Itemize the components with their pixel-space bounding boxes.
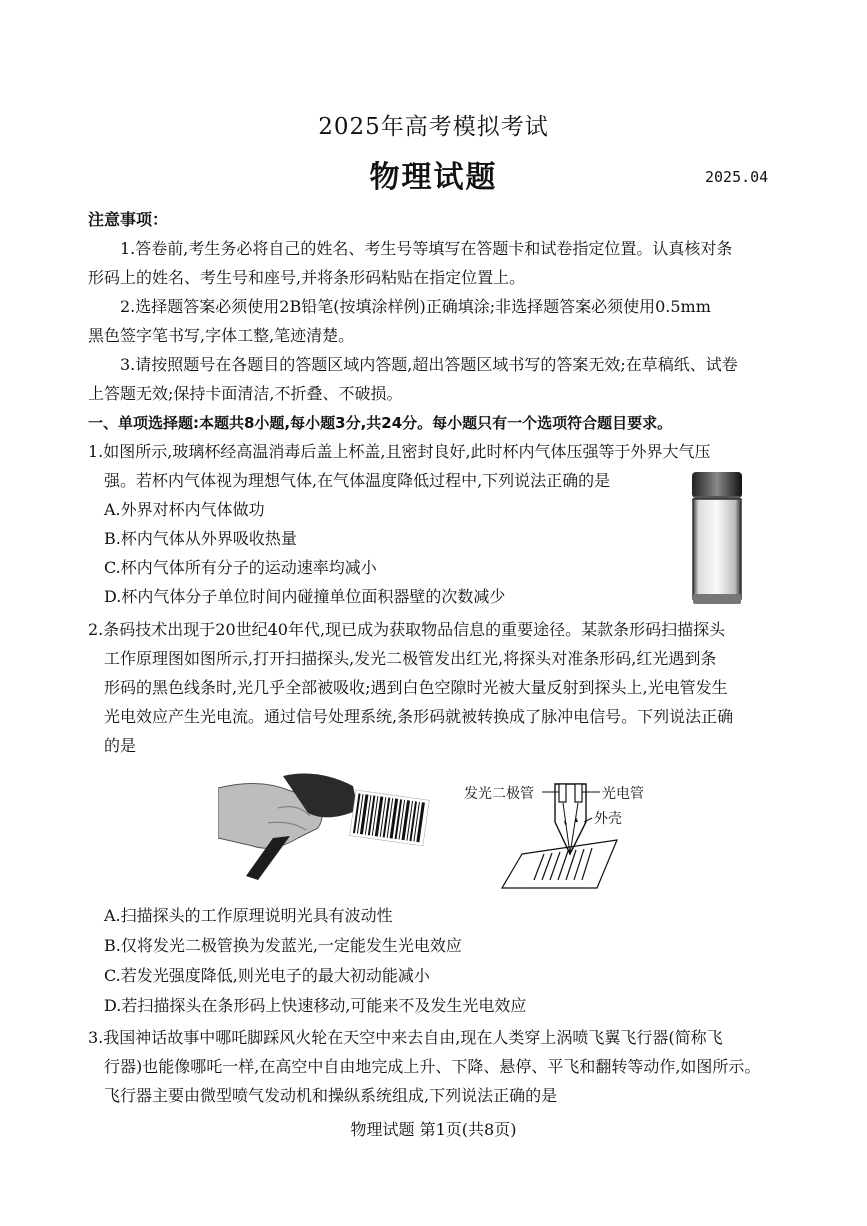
notice-item-1-line-2: 形码上的姓名、考生号和座号,并将条形码粘贴在指定位置上。 <box>88 268 526 287</box>
q2-stem-line-3: 形码的黑色线条时,光几乎全部被吸收;遇到白色空隙时光被大量反射到探头上,光电管发生 <box>104 678 728 697</box>
led-label: 发光二极管 <box>464 786 534 802</box>
glass-cup-figure <box>688 470 746 608</box>
notice-item-2-line-1: 2.选择题答案必须使用2B铅笔(按填涂样例)正确填涂;非选择题答案必须使用0.5mm <box>120 297 711 316</box>
q1-stem-line-1: 1.如图所示,玻璃杯经高温消毒后盖上杯盖,且密封良好,此时杯内气体压强等于外界大气压 <box>88 442 711 461</box>
subject-title: 物理试题 <box>369 160 498 195</box>
notice-item-3-line-1: 3.请按照题号在各题目的答题区域内答题,超出答题区域书写的答案无效;在草稿纸、试卷 <box>120 355 738 374</box>
q2-option-c: C.若发光强度降低,则光电子的最大初动能减小 <box>104 966 430 985</box>
q1-option-a: A.外界对杯内气体做功 <box>104 500 265 519</box>
exam-date: 2025.04 <box>705 168 769 186</box>
notice-item-3-line-2: 上答题无效;保持卡面清洁,不折叠、不破损。 <box>88 384 403 403</box>
q1-option-b: B.杯内气体从外界吸收热量 <box>104 529 297 548</box>
q2-stem-line-2: 工作原理图如图所示,打开扫描探头,发光二极管发出红光,将探头对准条形码,红光遇到条 <box>104 649 717 668</box>
notice-item-2-line-2: 黑色签字笔书写,字体工整,笔迹清楚。 <box>88 326 355 345</box>
section-1-heading: 一、单项选择题:本题共8小题,每小题3分,共24分。每小题只有一个选项符合题目要求。 <box>88 414 673 432</box>
q3-stem-line-1: 3.我国神话故事中哪吒脚踩风火轮在天空中来去自由,现在人类穿上涡喷飞翼飞行器(简称飞 <box>88 1028 723 1047</box>
q3-stem-line-2: 行器)也能像哪吒一样,在高空中自由地完成上升、下降、悬停、平飞和翻转等动作,如图所示。 <box>104 1057 761 1076</box>
barcode-scanner-photo <box>218 768 438 883</box>
q2-option-a: A.扫描探头的工作原理说明光具有波动性 <box>104 906 393 925</box>
q2-option-b: B.仅将发光二极管换为发蓝光,一定能发生光电效应 <box>104 936 462 955</box>
notice-item-1-line-1: 1.答卷前,考生务必将自己的姓名、考生号等填写在答题卡和试卷指定位置。认真核对条 <box>120 239 733 258</box>
q2-stem-line-4: 光电效应产生光电流。通过信号处理系统,条形码就被转换成了脉冲电信号。下列说法正确 <box>104 707 734 726</box>
q1-option-d: D.杯内气体分子单位时间内碰撞单位面积器壁的次数减少 <box>104 587 506 606</box>
notice-heading: 注意事项： <box>88 210 169 229</box>
q3-stem-line-3: 飞行器主要由微型喷气发动机和操纵系统组成,下列说法正确的是 <box>104 1086 558 1105</box>
q2-stem-line-5: 的是 <box>104 736 137 755</box>
q2-stem-line-1: 2.条码技术出现于20世纪40年代,现已成为获取物品信息的重要途径。某款条形码扫描探头 <box>88 620 726 639</box>
exam-title: 2025年高考模拟考试 <box>318 114 549 140</box>
q2-option-d: D.若扫描探头在条形码上快速移动,可能来不及发生光电效应 <box>104 996 527 1015</box>
q1-stem-line-2: 强。若杯内气体视为理想气体,在气体温度降低过程中,下列说法正确的是 <box>104 471 611 490</box>
shell-label: 外壳 <box>594 811 622 827</box>
phototube-label: 光电管 <box>602 786 644 802</box>
q1-option-c: C.杯内气体所有分子的运动速率均减小 <box>104 558 377 577</box>
page-footer: 物理试题 第1页(共8页) <box>350 1120 517 1139</box>
scanner-principle-diagram <box>462 770 652 890</box>
